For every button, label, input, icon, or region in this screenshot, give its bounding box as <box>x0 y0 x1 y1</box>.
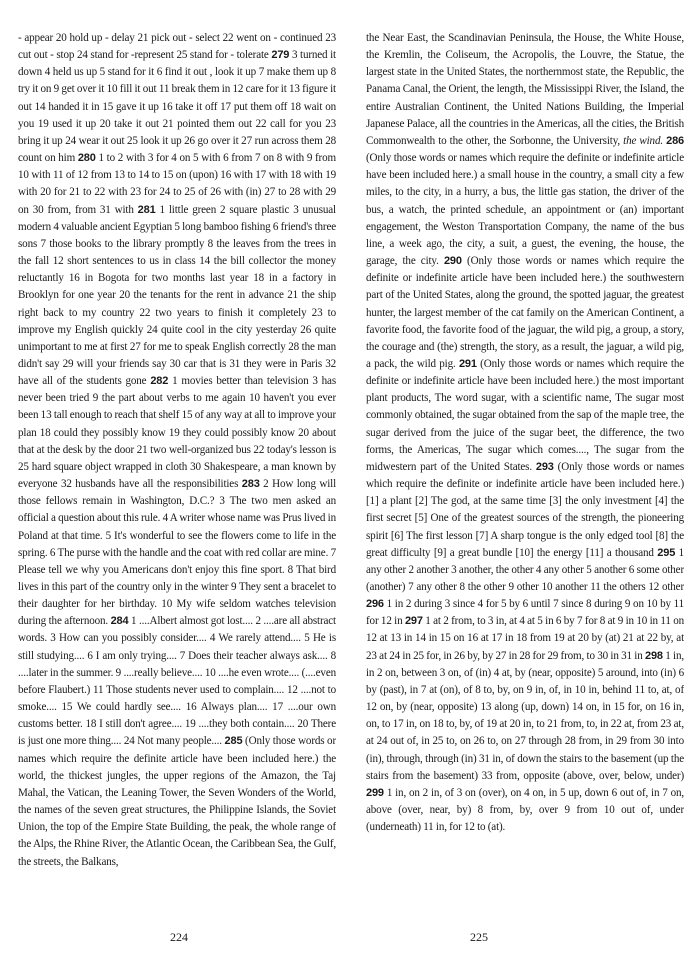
answer-text: the Near East, the Scandinavian Peninsula, the House, the White House, the Kremlin, the Coliseum, the Acropolis, the Louvre, the Statue, the largest state in the United States, the northernmost state, the Republic, the Panama Canal, the Orient, the length, the Mississippi River, the Island, the entire Australian Continent, the United Nations Building, the Imperial Japanese Palace, all the countries in the Americas, all the cities, the British Commonwealth to the other, the Sorbonne, the University, <box>366 32 684 147</box>
answer-text: 2 How long will those fellows remain in Washington, D.C.? 3 The two men asked an official a question about this rule. 4 A writer whose name was Prus lived in Poland at that time. 5 It's wonderful to see the flowers come to life in the spring. 6 The purse with the handle and the coat with red collar are mine. 7 Please tell we why you Americans don't enjoy this fine sport. 8 That bird lives in this part of the country only in the winter 9 They sent a bracelet to their daughter for her birthday. 10 My wife seldom watches television during the afternoon. <box>18 478 336 628</box>
answer-text: 1 at 2 from, to 3 in, at 4 at 5 in 6 by 7 for 8 at 9 in 10 in 11 on 12 at 13 in 14 in 15 on 16 at 17 in 18 from 19 at 20 by (at) 21 at 22 by, at 23 at 24 in 25 for, in 26 by, by 27 in 28 for 29 from, to 30 in 31 in <box>366 615 684 662</box>
answer-text: 1 any other 2 another 3 another, the other 4 any other 5 another 6 some other (another) 7 any other 8 the other 9 other 10 another 11 the others 12 other <box>366 546 684 593</box>
answer-text: 1 in, in 2 on, between 3 on, of (in) 4 at, by (near, opposite) 5 around, into (in) 6 by (past), in 7 at (on), of 8 to, by, on 9 in, of, in 10 in, behind 11 to, at, of 12 on, by (near, opposite) 13 along (up, down) 14 on, in 15 for, on 16 in, on, to 17 in, on 18 to, by, of 19 at 20 in, to 21 from, to, in 22 at, from 23 at, at 24 out of, in 25 to, on 26 to, on 27 through 28 from, in 29 from 30 into (in), through, through (in) 31 in, of down the stairs to the basement (up the stairs from the basement) 33 from, opposite (above, over, below, under) <box>366 649 684 782</box>
exercise-number: 284 <box>110 615 129 628</box>
exercise-number: 296 <box>366 598 384 611</box>
answer-text: 1 movies better than television 3 has never been tried 9 the part about verbs to me again 10 haven't you ever been 13 tall enough to reach that shelf 15 of any way at all to improve your plan 18 could they possibly know 19 they could possibly know 20 about that at the desk by the door 21 two well-organized bus 22 today's lesson is 25 hard square object wrapped in cloth 30 Shakespeare, a man known by everyone 32 husbands have all the responsibilities <box>18 375 336 491</box>
answer-key-paragraph <box>18 30 336 871</box>
italic-text: the wind. <box>623 134 663 147</box>
exercise-number: 286 <box>666 134 684 147</box>
right-page-number: 225 <box>470 930 488 944</box>
left-page-number: 224 <box>170 930 188 944</box>
exercise-number: 290 <box>443 255 462 268</box>
answer-text: 1 ....Albert almost got lost.... 2 ....are all abstract words. 3 How can you possibly consider.... 4 We rarely attend.... 5 He is still studying.... 6 I am only trying.... 7 Does their teacher always ask.... 8 ....later in the summer. 9 ....really believe.... 10 ....he even wrote.... (....even before Flaubert.) 11 Those students never used to complain.... 12 ....not to smoke.... 15 We could hardly see.... 16 Always plan.... 17 ....our own customs better. 18 I still don't agree.... 19 ....they both contain.... 20 There is just one more thing.... 24 Not many people.... <box>18 615 336 748</box>
answer-text: (Only those words or names which require the definite or indefinite article have been included here.) the southwestern part of the United States, along the ground, the spotted jaguar, the greatest hunter, the largest member of the cat family on the American Continent, a favorite food, the favorite food of the jaguar, the wild pig, a group, a story, the courage and (the) strength, the story, as a result, the jaguar, a wild pig, a pack, the wild pig. <box>366 255 684 370</box>
answer-text: 1 to 2 with 3 for 4 on 5 with 6 from 7 on 8 with 9 from 10 with 11 of 12 from 13 to 14 to 15 on (upon) 16 with 17 with 18 with 19 with 20 for 21 to 22 with 23 for 24 to 25 of 26 with (in) 27 to 28 with 29 on 30 from, from 31 with <box>18 152 336 216</box>
answer-text: 1 little green 2 square plastic 3 unusual modern 4 valuable ancient Egyptian 5 long bamboo fishing 6 friend's three sons 7 those books to the library promptly 8 the leaves from the trees in the fall 12 short sentences to us in class 14 the bill collector the money reluctantly 16 in Bogota for two months last year 18 in a factory in Brooklyn for one year 20 the tenants for the rent in advance 21 the ship right back to my country 22 two years to finish it completely 23 to improve my English quickly 24 quite cool in the city yesterday 26 quite unimportant to me at first 27 for me to speak English correctly 28 the man didn't say 29 will your friends say 30 car that is 31 they were in Paris 32 have all of the students gone <box>18 203 336 388</box>
exercise-number: 283 <box>241 478 260 491</box>
exercise-number: 298 <box>644 649 663 662</box>
exercise-number: 295 <box>657 546 676 559</box>
answer-key-paragraph <box>366 30 684 836</box>
exercise-number: 281 <box>137 203 156 216</box>
exercise-number: 297 <box>404 615 423 628</box>
answer-text: 1 in 2 during 3 since 4 for 5 by 6 until 7 since 8 during 9 on 10 by 11 for 12 in <box>366 598 684 628</box>
right-page-text <box>366 30 684 910</box>
answer-text: (Only those words or names which require the definite or indefinite article have been included here.) a small house in the country, a small city a few miles, to the city, in a hurry, a bus, the little gas station, the driver of the bus, a watch, the printed schedule, an appointment or (an) important engagement, the Weston Transportation Company, the name of the bus line, a week ago, the city, a suit, a guest, the evening, the house, the garage, the city. <box>366 152 684 268</box>
exercise-number: 291 <box>458 357 477 370</box>
left-page-text <box>18 30 336 910</box>
exercise-number: 299 <box>366 786 384 799</box>
exercise-number: 280 <box>77 152 96 165</box>
exercise-number: 282 <box>150 375 169 388</box>
answer-text: (Only those words or names which require the definite article have been included here.) the world, the thickest jungles, the upper regions of the Amazon, the Taj Mahal, the Vatican, the Leaning Tower, the Seven Wonders of the World, the names of the seven great structures, the Philippine Islands, the Soviet Union, the top of the Empire State Building, the peak, the whole range of the Alps, the Rhine River, the Atlantic Ocean, the Caribbean Sea, the Gulf, the streets, the Balkans, <box>18 735 336 868</box>
exercise-number: 279 <box>271 49 290 62</box>
answer-text: 3 turned it down 4 held us up 5 stand for it 6 find it out , look it up 7 make them up 8 try it on 9 get over it 10 fill it out 11 break them in 12 care for it 13 figure it out 14 handed it in 15 gave it up 16 take it off 17 put them off 18 wait on you 19 used it up 20 take it out 21 pointed them out 22 call for you 23 bring it up 24 wear it out 25 look it up 26 go over it 27 run across them 28 count on him <box>18 49 336 165</box>
answer-text: (Only those words or names which require the definite or indefinite article have been included here.) the most important plant products, The word sugar, with a scientific name, The sugar most commonly obtained, the sugar obtained from the sap of the maple tree, the sugar derived from the juice of the sugar beet, the difference, the two forms, the Americas, The sugar which comes...., The sugar from the midwestern part of the United States. <box>366 357 684 473</box>
answer-text: (Only those words or names which require the definite or indefinite article have been included here.) [1] a plant [2] The god, at the same time [3] the only investment [4] the first secret [5] One of the greatest sources of the strength, the pioneering spirit [6] The first lesson [7] A sharp tongue is the only edged tool [8] the great difficulty [9] a great bundle [10] the energy [11] a thousand <box>366 460 684 559</box>
answer-text: 1 in, on 2 in, of 3 on (over), on 4 on, in 5 up, down 6 out of, in 7 on, above (over, near, by) 8 from, by, over 9 from 10 out of, under (underneath) 11 in, for 12 to (at). <box>366 786 684 834</box>
exercise-number: 285 <box>224 735 243 748</box>
exercise-number: 293 <box>535 460 554 473</box>
answer-text: - appear 20 hold up - delay 21 pick out - select 22 went on - continued 23 cut out - stop 24 stand for -represent 25 stand for - tolerate <box>18 32 336 62</box>
